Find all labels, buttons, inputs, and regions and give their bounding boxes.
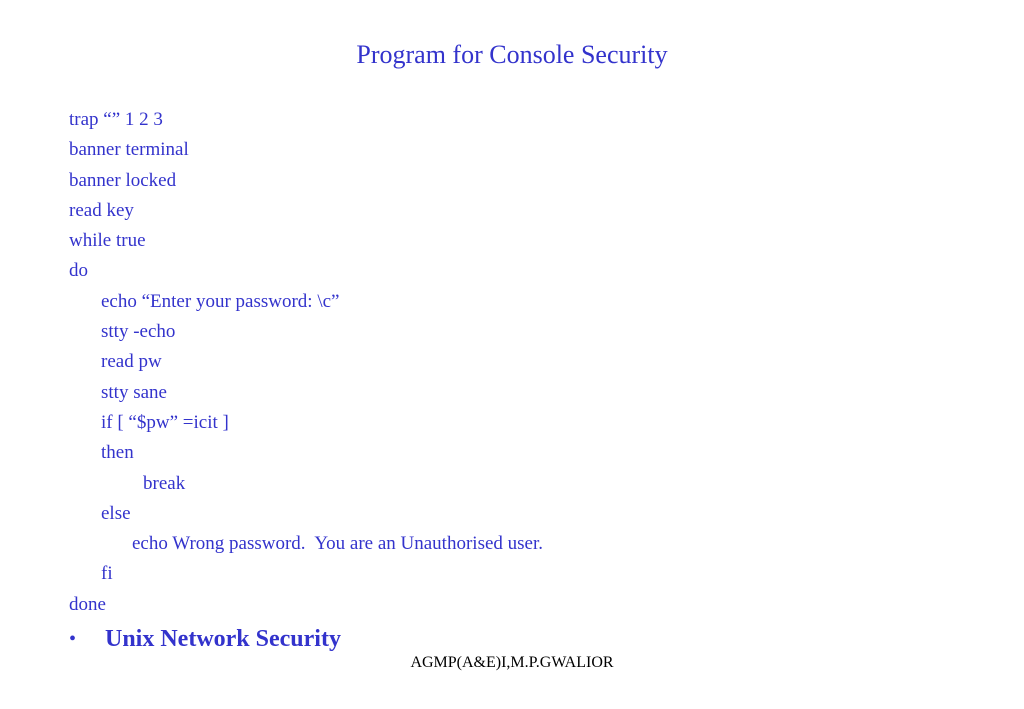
bullet-text: Unix Network Security (105, 625, 341, 652)
code-line: banner locked (69, 169, 177, 191)
code-line: banner terminal (69, 139, 189, 161)
code-line: read pw (101, 351, 162, 373)
code-line: else (101, 502, 131, 524)
code-line: do (69, 260, 88, 282)
code-line: fi (101, 563, 113, 585)
code-line: while true (69, 230, 146, 252)
code-line: stty -echo (101, 321, 176, 343)
bullet-icon: • (69, 627, 77, 650)
bullet-item (69, 622, 341, 656)
code-line: done (69, 593, 106, 615)
code-block (69, 105, 969, 620)
code-line: stty sane (101, 381, 167, 403)
code-line: then (101, 442, 134, 464)
slide-footer: AGMP(A&E)I,M.P.GWALIOR (410, 654, 614, 671)
code-line: if [ “$pw” =icit ] (101, 411, 229, 433)
code-line: break (143, 472, 186, 494)
code-line: trap “” 1 2 3 (69, 109, 163, 130)
code-line: read key (69, 199, 134, 221)
code-line: echo Wrong password. You are an Unauthorised user. (132, 533, 544, 555)
code-line: echo “Enter your password: \c” (101, 290, 340, 312)
slide-title: Program for Console Security (356, 40, 668, 69)
